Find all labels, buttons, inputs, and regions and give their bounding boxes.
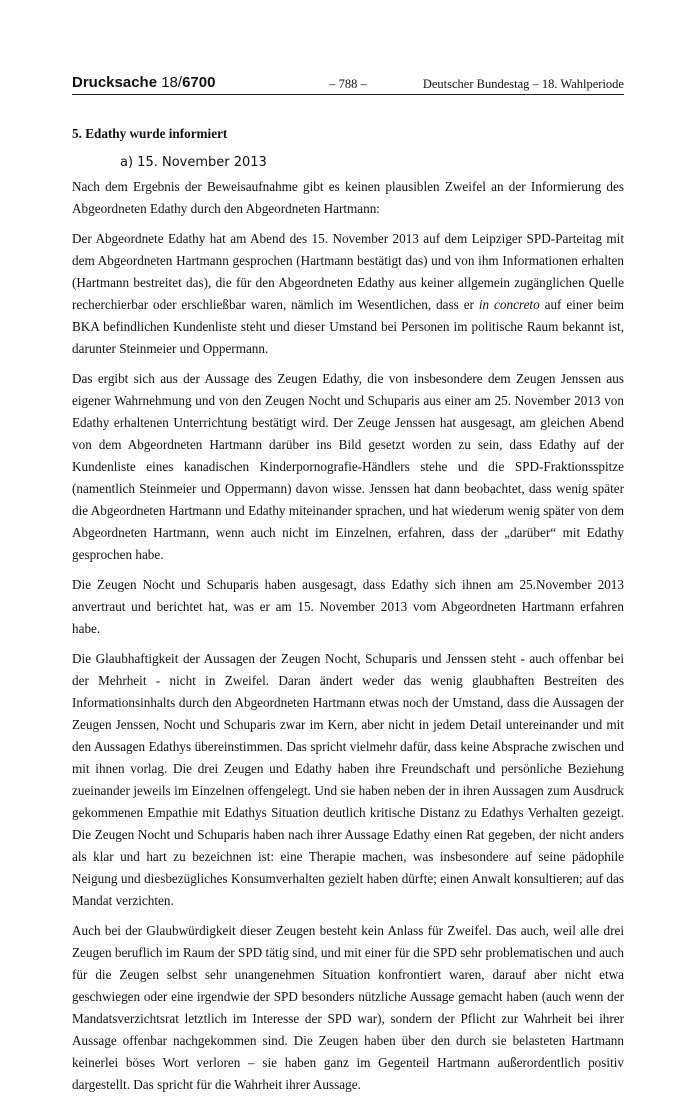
- paragraph-6: Auch bei der Glaubwürdigkeit dieser Zeugen besteht kein Anlass für Zweifel. Das auch, weil alle drei Zeugen beruflich im Raum der SPD tätig sind, und mit einer für die SPD sehr problematischen und auch für die Zeugen selbst sehr unangenehmen Situation konfrontiert waren, darauf aber nicht etwa geschwiegen oder eine irgendwie der SPD besonders nützliche Aussage gemacht haben (auch wenn der Mandatsverzichtsrat letztlich im Interesse der SPD war), sondern der Pflicht zur Wahrheit bei ihrer Aussage offenbar nachgekommen sind. Die Zeugen haben über den durch sie belasteten Hartmann keinerlei böses Wort verloren – sie haben ganz im Gegenteil Hartmann außerordentlich positiv dargestellt. Das spricht für die Wahrheit ihrer Aussage.: [72, 923, 624, 1092]
- paragraph-3: Das ergibt sich aus der Aussage des Zeugen Edathy, die von insbesondere dem Zeugen Jenssen aus eigener Wahrnehmung und von den Zeugen Nocht und Schuparis aus einer am 25. November 2013 von Edathy erhaltenen Unterrichtung bestätigt wird. Der Zeuge Jenssen hat ausgesagt, am gleichen Abend von dem Abgeordneten Hartmann darüber ins Bild gesetzt worden zu sein, dass Edathy auf der Kundenliste eines kanadischen Kinderpornografie-Händlers stehe und die SPD-Fraktionsspitze (namentlich Steinmeier und Oppermann) davon wisse. Jenssen hat dann beobachtet, dass wenig später die Abgeordneten Hartmann und Edathy miteinander sprachen, und hat wiederum wenig später von dem Abgeordneten Hartmann, wenn auch nicht im Einzelnen, erfahren, dass der „darüber“ mit Edathy gesprochen habe.: [72, 371, 624, 562]
- paragraph-5: Die Glaubhaftigkeit der Aussagen der Zeugen Nocht, Schuparis und Jenssen steht - auch offenbar bei der Mehrheit - nicht in Zweifel. Daran ändert weder das wenig glaubhaften Bestreiten des Informationsinhalts durch den Abgeordneten Hartmann etwas noch der Umstand, dass die Aussagen der Zeugen Jenssen, Nocht und Schuparis zwar im Kern, aber nicht in jedem Detail untereinander und mit den Aussagen Edathys übereinstimmen. Das spricht vielmehr dafür, dass keine Absprache zwischen und mit ihnen vorlag. Die drei Zeugen und Edathy haben ihre Freundschaft und persönliche Beziehung zueinander jeweils im Einzelnen offengelegt. Und sie haben neben der in ihren Aussagen zum Ausdruck gekommenen Empathie mit Edathys Situation deutlich kritische Distanz zu Edathys Verhalten gezeigt. Die Zeugen Nocht und Schuparis haben nach ihrer Aussage Edathy einen Rat gegeben, der nicht anders als klar und hart zu bezeichnen ist: eine Therapie machen, was insbesondere auf seine pädophile Neigung und diesbezügliches Konsumverhalten gezielt haben dürfte; einen Anwalt konsultieren; auf das Mandat verzichten.: [72, 651, 624, 908]
- section-title: 5. Edathy wurde informiert: [72, 126, 228, 141]
- italic-phrase: in concreto: [478, 297, 540, 312]
- bundestag-period: Deutscher Bundestag – 18. Wahlperiode: [422, 77, 624, 91]
- paragraph-1: Nach dem Ergebnis der Beweisaufnahme gibt es keinen plausiblen Zweifel an der Informierung des Abgeordneten Edathy durch den Abgeordneten Hartmann:: [72, 179, 624, 216]
- page-header: [72, 74, 624, 95]
- paragraph-4: Die Zeugen Nocht und Schuparis haben ausgesagt, dass Edathy sich ihnen am 25.November 2013 anvertraut und berichtet hat, was er am 15. November 2013 vom Abgeordneten Hartmann erfahren habe.: [72, 577, 624, 636]
- page-number: – 788 –: [329, 77, 367, 91]
- document-body: [72, 124, 624, 1104]
- subheading: a) 15. November 2013: [120, 155, 267, 170]
- paragraph-2: Der Abgeordnete Edathy hat am Abend des 15. November 2013 auf dem Leipziger SPD-Parteitag mit dem Abgeordneten Hartmann gesprochen (Hartmann bestätigt das) und von ihm Informationen erhalten (Hartmann bestreitet das), die für den Abgeordneten Edathy aus keiner allgemein zugänglichen Quelle recherchierbar oder erschließbar waren, nämlich im Wesentlichen, dass er in concreto auf einer beim BKA befindlichen Kundenliste steht und dieser Umstand bei Personen im politische Raum bekannt ist, darunter Steinmeier und Oppermann.: [72, 231, 624, 356]
- drucksache-number: Drucksache 18/6700: [72, 74, 216, 91]
